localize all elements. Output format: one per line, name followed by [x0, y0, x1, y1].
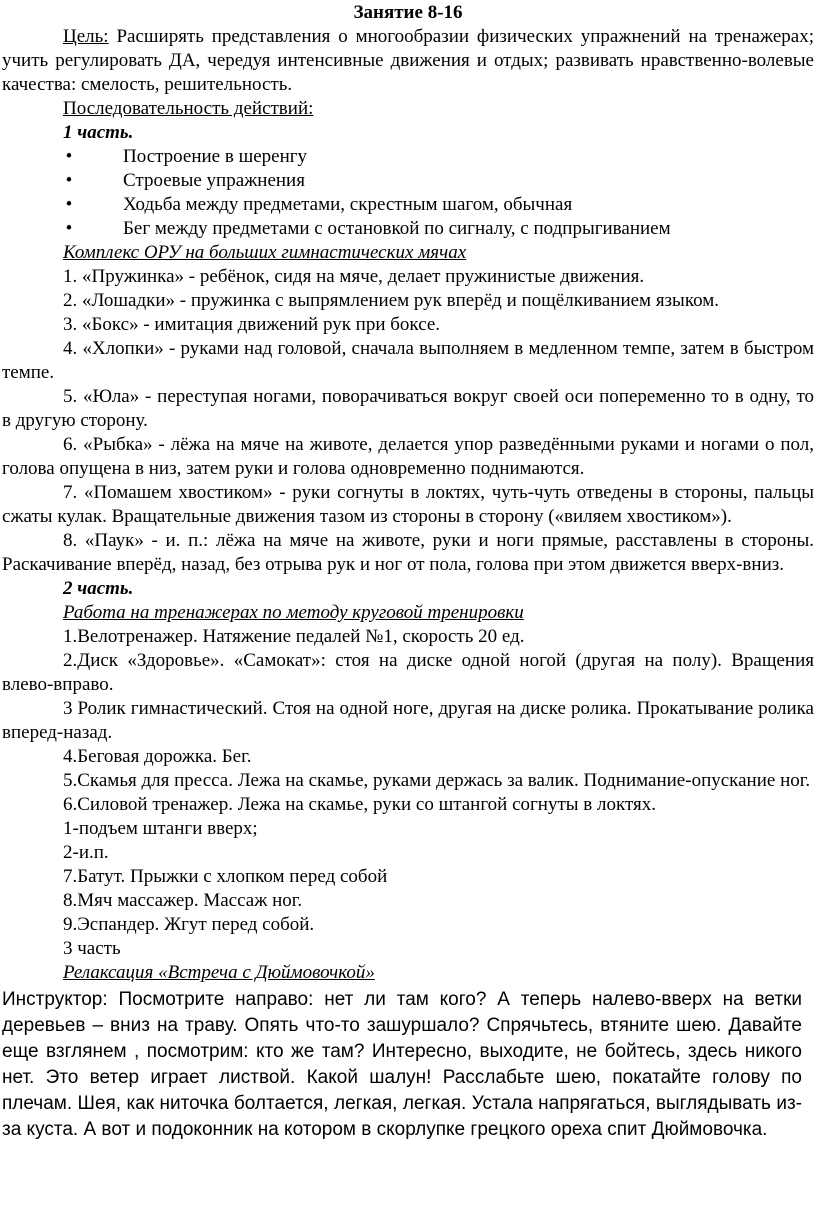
exercise-item: 8. «Паук» - и. п.: лёжа на мяче на животе, руки и ноги прямые, расставлены в стороны. Раскачивание вперёд, назад, без отрыва рук и ног от пола, голова при этом движется вверх-вниз. [2, 530, 814, 575]
exercise-item: 2. «Лошадки» - пружинка с выпрямлением рук вперёд и пощёлкиванием языком. [63, 290, 720, 311]
part3-heading: 3 часть [63, 938, 121, 959]
bullet-icon: • [65, 194, 73, 215]
relaxation-text: Инструктор: Посмотрите направо: нет ли там кого? А теперь налево-вверх на ветки деревьев – вниз на траву. Опять что-то зашуршало? Спрячьтесь, втяните шею. Давайте еще взглянем , посмотрим: кто же там? Интересно, выходите, не бойтесь, здесь никого нет. Это ветер играет листвой. Какой шалун! Расслабьте шею, покатайте голову по плечам. Шея, как ниточка болтается, легкая, легкая. Устала напрягаться, выглядывать из-за куста. А вот и подоконник на котором в скорлупке грецкого ореха спит Дюймовочка. [2, 989, 802, 1140]
trainer-item: 7.Батут. Прыжки с хлопком перед собой [63, 866, 388, 887]
page-title: Занятие 8-16 [353, 2, 463, 23]
part2-heading: 2 часть. [63, 578, 134, 599]
trainer-item: 8.Мяч массажер. Массаж ног. [63, 890, 303, 911]
bullet-icon: • [65, 146, 73, 167]
part1-heading: 1 часть. [63, 122, 134, 143]
part3-subtitle: Релаксация «Встреча с Дюймовочкой» [63, 962, 375, 983]
exercise-item: 7. «Помашем хвостиком» - руки согнуты в локтях, чуть-чуть отведены в стороны, пальцы сжаты кулак. Вращательные движения тазом из стороны в сторону («виляем хвостиком»). [2, 482, 814, 527]
list-item: • Построение в шеренгу [0, 145, 816, 169]
exercise-item: 5. «Юла» - переступая ногами, поворачиваться вокруг своей оси попеременно то в одну, то в другую сторону. [2, 386, 814, 431]
trainer-item: 4.Беговая дорожка. Бег. [63, 746, 252, 767]
exercise-item: 3. «Бокс» - имитация движений рук при боксе. [63, 314, 441, 335]
list-item: • Бег между предметами с остановкой по сигналу, с подпрыгиванием [0, 217, 816, 241]
bullet-icon: • [65, 218, 73, 239]
trainer-item: 1.Велотренажер. Натяжение педалей №1, скорость 20 ед. [63, 626, 525, 647]
trainer-item: 5.Скамья для пресса. Лежа на скамье, руками держась за валик. Поднимание-опускание ног. [63, 770, 811, 791]
trainer-item: 2-и.п. [63, 842, 109, 863]
goal-label: Цель: [63, 26, 109, 47]
goal-text: Расширять представления о многообразии физических упражнений на тренажерах; учить регулировать ДА, чередуя интенсивные движения и отдых; развивать нравственно-волевые качества: смелость, решительность. [2, 26, 814, 95]
exercise-item: 6. «Рыбка» - лёжа на мяче на животе, делается упор разведёнными руками и ногами о пол, голова опущена в низ, затем руки и голова одновременно поднимаются. [2, 434, 814, 479]
complex-title: Комплекс ОРУ на больших гимнастических мячах [63, 242, 467, 263]
exercise-item: 4. «Хлопки» - руками над головой, сначала выполняем в медленном темпе, затем в быстром темпе. [2, 338, 814, 383]
bullet-icon: • [65, 170, 73, 191]
trainer-item: 1-подъем штанги вверх; [63, 818, 258, 839]
trainer-item: 9.Эспандер. Жгут перед собой. [63, 914, 315, 935]
goal-paragraph [0, 25, 816, 97]
part1-bullet-list [0, 145, 816, 241]
sequence-heading: Последовательность действий: [63, 98, 314, 119]
part2-subtitle: Работа на тренажерах по методу круговой тренировки [63, 602, 524, 623]
trainer-item: 2.Диск «Здоровье». «Самокат»: стоя на диске одной ногой (другая на полу). Вращения влево-вправо. [2, 650, 814, 695]
trainer-item: 3 Ролик гимнастический. Стоя на одной ноге, другая на диске ролика. Прокатывание ролика вперед-назад. [2, 698, 814, 743]
exercise-item: 1. «Пружинка» - ребёнок, сидя на мяче, делает пружинистые движения. [63, 266, 645, 287]
list-item: • Строевые упражнения [0, 169, 816, 193]
trainer-item: 6.Силовой тренажер. Лежа на скамье, руки со штангой согнуты в локтях. [63, 794, 657, 815]
list-item: • Ходьба между предметами, скрестным шагом, обычная [0, 193, 816, 217]
